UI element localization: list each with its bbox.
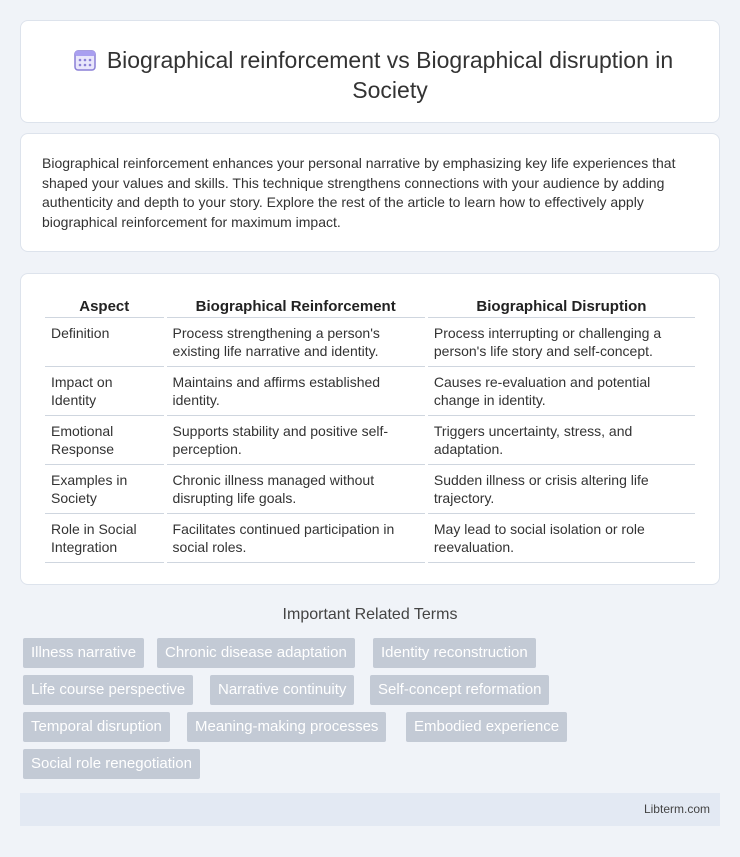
tag-life-course-perspective[interactable]: Life course perspective [23,675,193,705]
comparison-table [42,296,698,563]
table-cell: Impact on Identity [45,367,164,416]
table-cell: Supports stability and positive self-perception. [167,416,425,465]
tag-self-concept-reformation[interactable]: Self-concept reformation [370,675,549,705]
comparison-card [20,273,720,585]
title-card [20,20,720,123]
intro-card [20,133,720,252]
footer [20,793,720,826]
related-terms-title: Important Related Terms [282,606,458,623]
table-row [45,416,695,465]
table-cell: Triggers uncertainty, stress, and adaptation. [428,416,695,465]
table-cell: Examples in Society [45,465,164,514]
table-cell: Role in Social Integration [45,514,164,563]
table-cell: Maintains and affirms established identity. [167,367,425,416]
tag-temporal-disruption[interactable]: Temporal disruption [23,712,170,742]
tag-illness-narrative[interactable]: Illness narrative [23,638,144,668]
header-aspect: Aspect [45,296,164,318]
table-cell: May lead to social isolation or role reevaluation. [428,514,695,563]
tag-narrative-continuity[interactable]: Narrative continuity [210,675,354,705]
table-row [45,514,695,563]
header-disruption: Biographical Disruption [428,296,695,318]
table-cell: Chronic illness managed without disrupting life goals. [167,465,425,514]
table-cell: Process interrupting or challenging a person's life story and self-concept. [428,318,695,367]
intro-paragraph: Biographical reinforcement enhances your personal narrative by emphasizing key life experiences that shaped your values and skills. This technique strengthens connections with your audience by adding authenticity and depth to your story. Explore the rest of the article to learn how to effectively apply biographical reinforcement for maximum impact. [42,155,676,230]
header-reinforcement: Biographical Reinforcement [167,296,425,318]
table-row [45,465,695,514]
table-row [45,318,695,367]
footer-site-link[interactable]: Libterm.com [643,802,710,816]
tag-identity-reconstruction[interactable]: Identity reconstruction [373,638,536,668]
tag-social-role-renegotiation[interactable]: Social role renegotiation [23,749,200,779]
table-row [45,367,695,416]
table-cell: Definition [45,318,164,367]
table-cell: Causes re-evaluation and potential change in identity. [428,367,695,416]
page-title: Biographical reinforcement vs Biographical disruption in Society [106,47,674,103]
table-cell: Facilitates continued participation in social roles. [167,514,425,563]
tag-embodied-experience[interactable]: Embodied experience [406,712,567,742]
tag-meaning-making-processes[interactable]: Meaning-making processes [187,712,386,742]
table-cell: Process strengthening a person's existing life narrative and identity. [167,318,425,367]
table-header-row [45,296,695,318]
tag-chronic-disease-adaptation[interactable]: Chronic disease adaptation [157,638,355,668]
table-cell: Sudden illness or crisis altering life trajectory. [428,465,695,514]
table-cell: Emotional Response [45,416,164,465]
